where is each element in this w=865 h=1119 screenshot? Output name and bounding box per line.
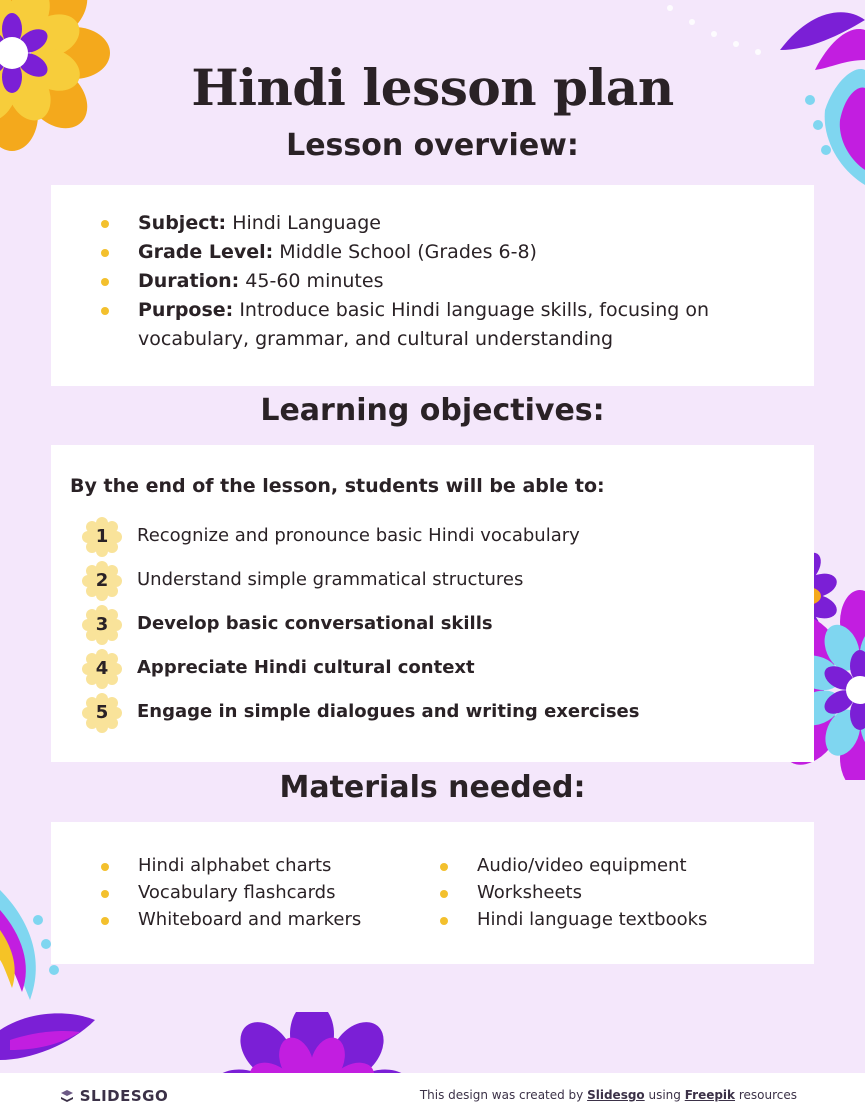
slidesgo-logo: SLIDESGO — [60, 1087, 168, 1105]
flower-bottom-center-decoration — [215, 1012, 415, 1073]
objective-number: 2 — [95, 570, 109, 591]
objective-text: Appreciate Hindi cultural context — [137, 657, 475, 678]
list-item: Hindi language textbooks — [390, 906, 790, 933]
objectives-card — [51, 445, 814, 762]
slidesgo-logo-icon — [60, 1089, 74, 1103]
list-item: Hindi alphabet charts — [51, 852, 391, 879]
objective-number: 3 — [95, 614, 109, 635]
list-item: Worksheets — [390, 879, 790, 906]
objectives-heading: Learning objectives: — [260, 393, 605, 428]
objective-text: Develop basic conversational skills — [137, 613, 493, 634]
footer-credit: This design was created by Slidesgo using Freepik resources — [419, 1088, 797, 1102]
overview-card — [51, 185, 814, 386]
objective-text: Engage in simple dialogues and writing exercises — [137, 701, 640, 722]
overview-heading: Lesson overview: — [286, 128, 579, 163]
objective-text: Understand simple grammatical structures — [137, 569, 524, 590]
list-item: Whiteboard and markers — [51, 906, 391, 933]
freepik-link[interactable]: Freepik — [684, 1088, 736, 1102]
objective-number: 4 — [95, 658, 109, 679]
materials-card — [51, 822, 814, 964]
list-item: Grade Level: Middle School (Grades 6-8) — [51, 238, 751, 267]
slidesgo-link[interactable]: Slidesgo — [587, 1088, 645, 1102]
list-item: Purpose: Introduce basic Hindi language skills, focusing on vocabulary, grammar, and cultural understanding — [51, 296, 751, 354]
objective-number: 5 — [95, 702, 109, 723]
list-item: Subject: Hindi Language — [51, 209, 751, 238]
objectives-intro: By the end of the lesson, students will be able to: — [70, 475, 605, 497]
objective-text: Recognize and pronounce basic Hindi vocabulary — [137, 525, 580, 546]
list-item: Duration: 45-60 minutes — [51, 267, 751, 296]
overview-list — [51, 209, 751, 354]
page-title: Hindi lesson plan — [191, 58, 674, 117]
materials-right-column — [390, 852, 790, 933]
materials-left-column — [51, 852, 391, 933]
objective-number: 1 — [95, 526, 109, 547]
materials-heading: Materials needed: — [279, 770, 586, 805]
list-item: Audio/video equipment — [390, 852, 790, 879]
list-item: Vocabulary flashcards — [51, 879, 391, 906]
footer — [0, 1073, 865, 1119]
